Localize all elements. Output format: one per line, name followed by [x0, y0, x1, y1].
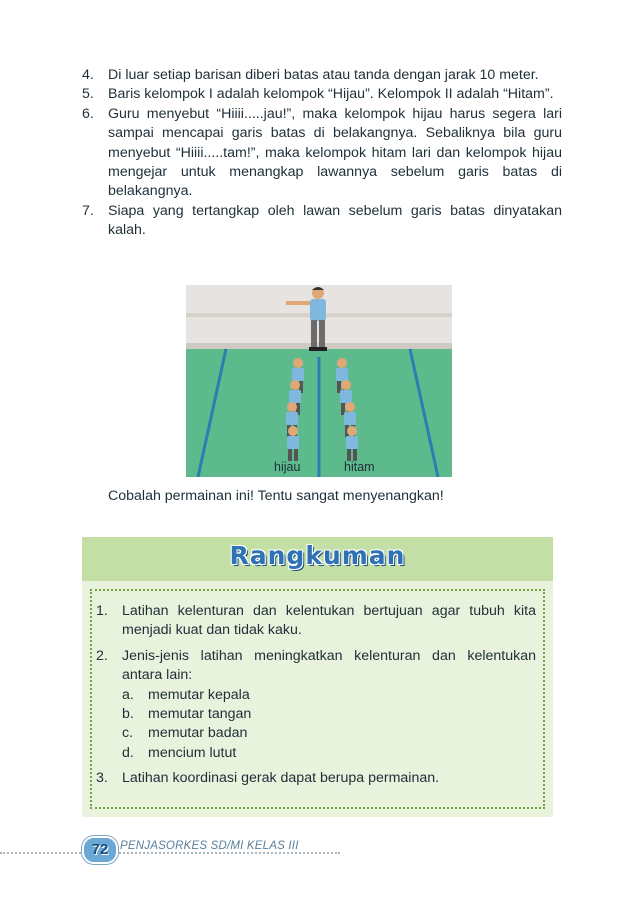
step-text: Guru menyebut “Hiiii.....jau!”, maka kelompok hijau harus segera lari sampai mencapai garis batas di belakangnya. Sebaliknya bila guru menyebut “Hiiii.....tam!”, maka kelompok hitam lari dan kelompok hijau mengejar untuk menangkap lawannya sebelum garis batas di belakangnya.	[108, 105, 562, 200]
sub-letter: d.	[122, 744, 134, 761]
summary-text: Latihan koordinasi gerak dapat berupa permainan.	[122, 770, 440, 787]
summary-number: 3.	[96, 770, 108, 787]
step-number: 7.	[82, 202, 94, 219]
summary-item	[96, 602, 536, 641]
summary-item	[96, 769, 536, 788]
step-item	[82, 202, 562, 241]
step-text: Baris kelompok I adalah kelompok “Hijau”. Kelompok II adalah “Hitam”.	[108, 86, 554, 103]
sub-item	[122, 724, 536, 743]
step-number: 5.	[82, 86, 94, 103]
sub-item	[122, 686, 536, 705]
sub-letter: b.	[122, 706, 134, 723]
footer-divider	[0, 852, 340, 854]
step-text: Di luar setiap barisan diberi batas atau tanda dengan jarak 10 meter.	[108, 67, 539, 83]
sub-item	[122, 705, 536, 724]
summary-title: Rangkuman	[229, 541, 406, 570]
game-illustration	[186, 285, 452, 477]
step-item	[82, 85, 562, 104]
summary-text: Latihan kelenturan dan kelentukan bertujuan agar tubuh kita menjadi kuat dan tidak kaku.	[122, 603, 536, 639]
sub-text: mencium lutut	[148, 744, 237, 761]
game-field-drawing	[186, 285, 452, 477]
sub-letter: c.	[122, 725, 134, 742]
instruction-steps	[82, 66, 562, 241]
summary-list	[96, 602, 536, 795]
label-hijau: hijau	[274, 460, 301, 474]
step-item	[82, 105, 562, 202]
sub-item	[122, 744, 536, 763]
label-hitam: hitam	[344, 460, 375, 474]
summary-header	[82, 537, 553, 581]
step-number: 4.	[82, 67, 94, 83]
summary-item	[96, 647, 536, 763]
page-number-badge: 72	[82, 836, 118, 864]
sub-text: memutar tangan	[148, 706, 252, 723]
step-number: 6.	[82, 105, 94, 122]
step-text: Siapa yang tertangkap oleh lawan sebelum garis batas dinyatakan kalah.	[108, 202, 562, 239]
summary-sub-list	[122, 686, 536, 764]
book-title: PENJASORKES SD/MI KELAS III	[120, 840, 299, 852]
step-item	[82, 66, 562, 85]
sub-text: memutar badan	[148, 725, 248, 742]
summary-number: 2.	[96, 647, 108, 664]
sub-text: memutar kepala	[148, 686, 250, 703]
summary-number: 1.	[96, 603, 108, 619]
closing-text: Cobalah permainan ini! Tentu sangat menyenangkan!	[108, 488, 444, 504]
summary-text: Jenis-jenis latihan meningkatkan kelenturan dan kelentukan antara lain:	[122, 647, 536, 684]
sub-letter: a.	[122, 686, 134, 703]
